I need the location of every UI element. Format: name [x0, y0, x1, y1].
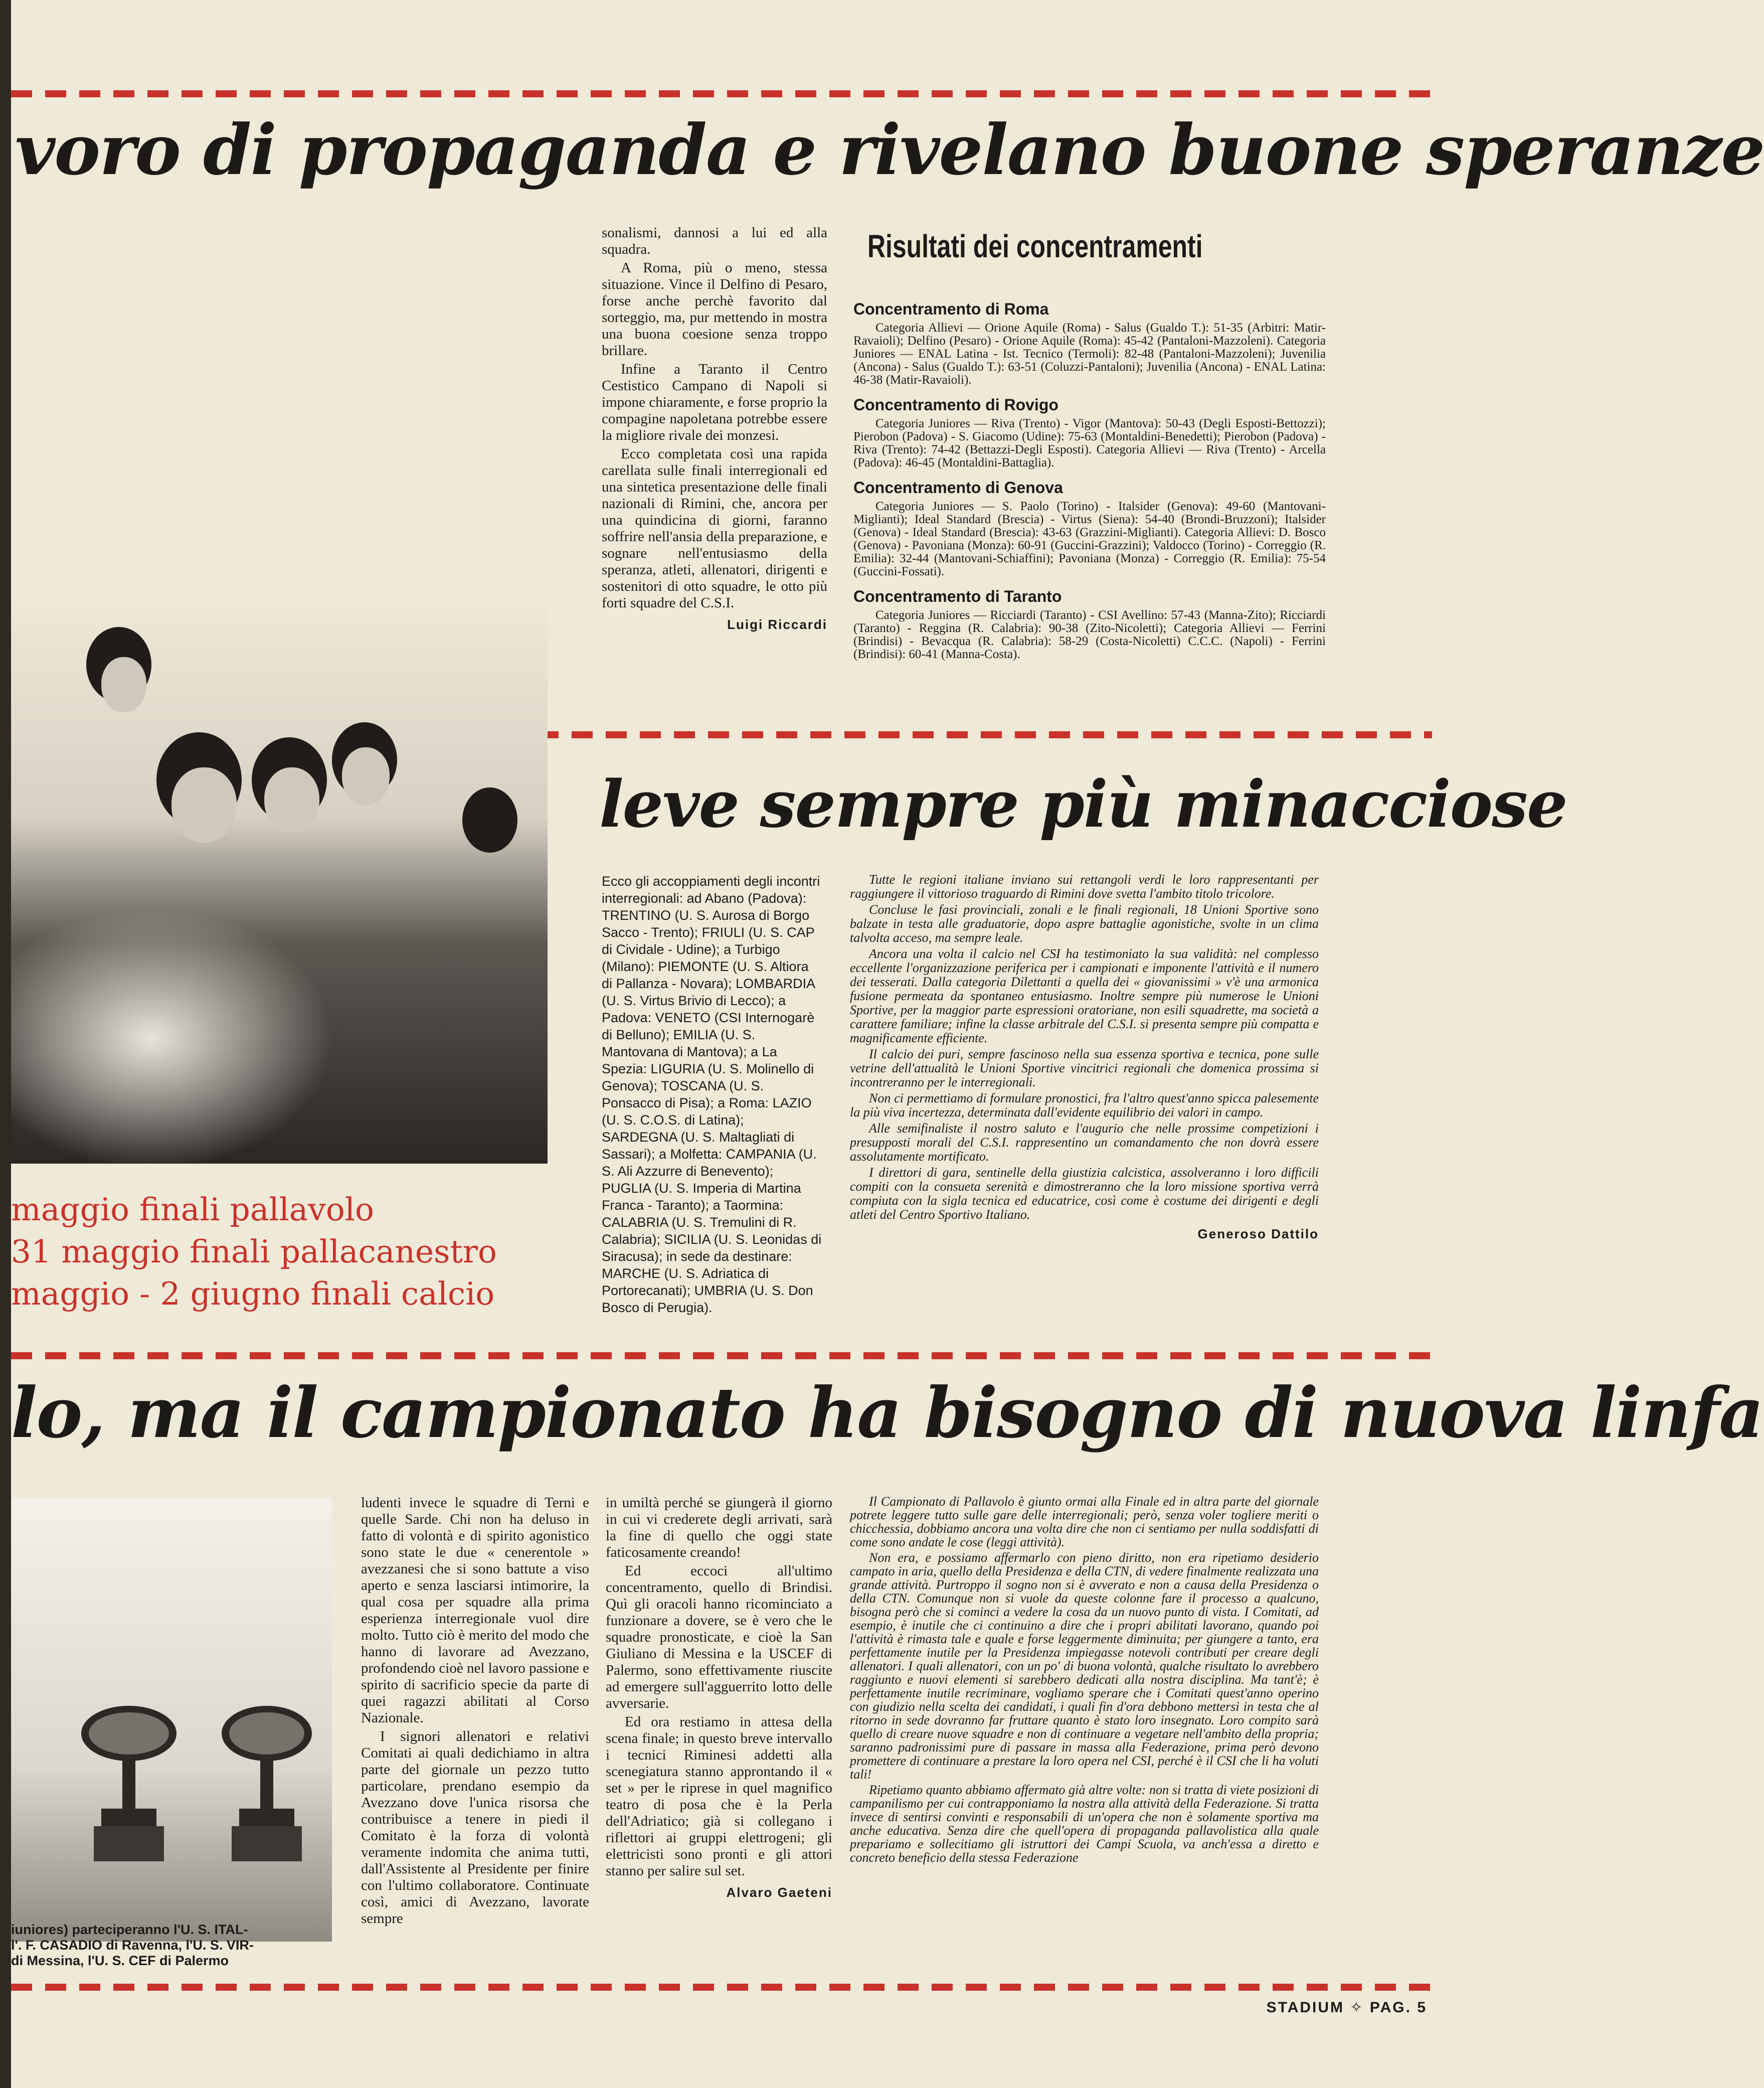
- red-dash-rule: [401, 731, 1432, 738]
- finals-date-volleyball: maggio finali pallavolo: [11, 1191, 374, 1228]
- results-section-text: Categoria Juniores — Ricciardi (Taranto) - CSI Avellino: 57-43 (Manna-Zito); Ricciardi (Taranto) - Reggina (R. Calabria): 90-38 (Zito-Nicoletti); Categoria Allievi — Ferrini (Brindisi) - Bevacqua (R. Calabria): 58-29 (Costa-Nicoletti) C.C.C. (Napoli) - Ferrini (Brindisi): 60-41 (Manna-Costa).: [853, 608, 1326, 661]
- trophy-cups-icon: [11, 1498, 332, 1921]
- caption-line: iuniores) parteciperanno l'U. S. ITAL-: [11, 1922, 248, 1937]
- team-crowd-photo: [11, 587, 548, 1164]
- red-dash-rule: [11, 1984, 1432, 1991]
- article-paragraph: Non era, e possiamo affermarlo con pieno diritto, non era ripetiamo desiderio campato in aria, quello della Presidenza e della CTN, di vedere finalmente realizzata una grande attività. Purtroppo il sogno non si è avverato e non a causa della Presidenza o della CTN. Comunque non si vuole da queste colonne fare il processo a qualcuno, bisogna però che si cominci a vedere la cosa da un nuovo punto di vista. I Comitati, ad esempio, è inutile che ci continuino a dire che i propri abilitati lavorano, quando poi l'attività è rimasta tale e quale e forse leggermente diminuita; per giungere a tanto, era perfettamente inutile per la Presidenza impiegasse notevoli contributi per creare degli allenatori. I quali allenatori, con un po' di buona volontà, qualche risultato lo avrebbero raggiunto e nuovi elementi si sarebbero dedicati alla nostra disciplina. Ma tant'è; è perfettamente inutile recriminare, vogliamo sperare che i Comitati quest'anno operino con giudizio nella scelta dei candidati, i quali fin d'ora debbono mettersi in testa che al ritorno in sede dovranno far fruttare quanto è stato loro insegnato. Loro compito sarà quello di creare nuove squadre e non di continuare a vegetare nell'ambito della propria; saranno padronissimi pure di passare in massa alla Federazione, prima però devono promettere di continuare a prestare la loro opera nel CSI, perché è il CSI che li ha voluti tali!: [850, 1550, 1319, 1782]
- article-paragraph: Ancora una volta il calcio nel CSI ha testimoniato la sua validità: nel complesso eccellente l'organizzazione periferica per i campionati e imponente l'attività e il numero dei tesserati. Dalla categoria Dilettanti a quella dei « giovanissimi » v'è una armonica fusione permeata da spontaneo entusiasmo. Inoltre sempre più numerose le Unioni Sportive, per la maggior parte espressioni oratoriane, non esili squadrette, ma società a carattere familiare; infine la classe arbitrale del C.S.I. si presenta sempre più compatta e magnificamente efficiente.: [850, 946, 1319, 1045]
- results-box: [853, 291, 1326, 661]
- trophies-photo: [11, 1498, 332, 1942]
- results-section-text: Categoria Juniores — S. Paolo (Torino) - Italsider (Genova): 49-60 (Mantovani-Miglianti); Ideal Standard (Brescia) - Virtus (Siena): 54-40 (Brondi-Bruzzoni); Italsider (Genova) - Ideal Standard (Brescia): 43-63 (Grazzini-Miglianti). Categoria Allievi: D. Bosco (Genova) - Pavoniana (Monza): 60-91 (Guccini-Grazzini); Valdocco (Torino) - Correggio (R. Emilia): 32-44 (Mantovani-Schiaffini); Pavoniana (Monza) - Correggio (R. Emilia): 75-54 (Guccini-Fossati).: [853, 500, 1326, 578]
- page-binding-edge: [0, 0, 11, 2088]
- article-paragraph: in umiltà perché se giungerà il giorno in cui vi crederete degli arrivati, sarà la fine di quello che oggi state faticosamente creando!: [606, 1495, 832, 1560]
- article-paragraph: A Roma, più o meno, stessa situazione. Vince il Delfino di Pesaro, forse anche perchè favorito dal sorteggio, ma, pur mettendo in mostra una buona coesione senza troppo brillare.: [602, 260, 827, 359]
- finals-dates-caption: [11, 1189, 497, 1315]
- results-section-taranto: [853, 587, 1326, 661]
- caption-line: di Messina, l'U. S. CEF di Palermo: [11, 1953, 229, 1968]
- results-section-genova: [853, 478, 1326, 578]
- headline-bottom: lo, ma il campionato ha bisogno di nuova linfa: [11, 1372, 1763, 1454]
- headline-top: voro di propaganda e rivelano buone speranze: [15, 109, 1764, 191]
- red-dash-rule: [11, 1352, 1432, 1359]
- article-paragraph: Ed ora restiamo in attesa della scena finale; in questo breve intervallo i tecnici Riminesi addetti alla scenegiatura stanno approntando il « set » per le riprese in quel magnifico teatro di posa che è la Perla dell'Adriatico; già si collegano i riflettori ai gruppi elettrogeni; gli elettricisti sono pronti e gli attori stanno per salire sul set.: [606, 1714, 832, 1879]
- results-section-rovigo: [853, 396, 1326, 469]
- results-section-text: Categoria Juniores — Riva (Trento) - Vigor (Mantova): 50-43 (Degli Esposti-Bettozzi); Pierobon (Padova) - S. Giacomo (Udine): 75-63 (Montaldini-Benedetti); Pierobon (Padova) - Riva (Trento): 74-42 (Bettazzi-Degli Esposti). Categoria Allievi — Riva (Trento) - Arcella (Padova): 46-45 (Montaldini-Battaglia).: [853, 417, 1326, 469]
- pairings-text: Ecco gli accoppiamenti degli incontri interregionali: ad Abano (Padova): TRENTINO (U. S. Aurosa di Borgo Sacco - Trento); FRIULI (U. S. CAP di Cividale - Udine); a Turbigo (Milano): PIEMONTE (U. S. Altiora di Pallanza - Novara); LOMBARDIA (U. S. Virtus Brivio di Lecco); a Padova: VENETO (CSI Internogarè di Belluno); EMILIA (U. S. Mantovana di Mantova); a La Spezia: LIGURIA (U. S. Molinello di Genova); TOSCANA (U. S. Ponsacco di Pisa); a Roma: LAZIO (U. S. C.O.S. di Latina); SARDEGNA (U. S. Maltagliati di Sassari); a Molfetta: CAMPANIA (U. S. Ali Azzurre di Benevento); PUGLIA (U. S. Imperia di Martina Franca - Taranto); a Taormina: CALABRIA (U. S. Tremulini di R. Calabria); SICILIA (U. S. Leonidas di Siracusa); in sede da destinare: MARCHE (U. S. Adriatica di Portorecanati); UMBRIA (U. S. Don Bosco di Perugia).: [602, 874, 822, 1315]
- article-paragraph: Infine a Taranto il Centro Cestistico Campano di Napoli si impone chiaramente, e forse proprio la compagine napoletana potrebbe essere la migliore rivale dei monzesi.: [602, 361, 827, 443]
- publication-name: STADIUM: [1266, 1999, 1345, 2016]
- article-paragraph: Ripetiamo quanto abbiamo affermato già altre volte: non si tratta di viete posizioni di campanilismo per cui contrapponiamo la nostra alla attività della Federazione. Si tratta invece di sentirsi convinti e responsabili di un'opera che non è solamente sportiva ma anche educativa. Senza dire che quell'opera di propaganda pallavolistica alla quale prepariamo e sollecitiamo gli istruttori dei Campi Scuola, va anch'essa a diretto e concreto beneficio della stessa Federazione: [850, 1783, 1319, 1865]
- results-section-text: Categoria Allievi — Orione Aquile (Roma) - Salus (Gualdo T.): 51-35 (Arbitri: Matir-Ravaioli); Delfino (Pesaro) - Orione Aquile (Roma): 45-42 (Pantaloni-Mazzoleni). Categoria Juniores — ENAL Latina - Ist. Tecnico (Termoli): 82-48 (Pantaloni-Mazzoleni); Juvenilia (Ancona) - Salus (Gualdo T.): 63-51 (Coluzzi-Pantaloni); Juvenilia (Ancona) - ENAL Latina: 46-38 (Matir-Ravaioli).: [853, 321, 1326, 387]
- article-volleyball-column-3: [850, 1495, 1319, 1866]
- article-volleyball-column-2: [606, 1495, 832, 1901]
- footer-separator-icon: ✧: [1350, 1999, 1364, 2016]
- article-paragraph: Non ci permettiamo di formulare pronostici, fra l'altro quest'anno spicca palesemente la più viva incertezza, determinata dall'evidente equilibrio dei valori in campo.: [850, 1091, 1319, 1119]
- results-section-heading: Concentramento di Roma: [853, 300, 1049, 318]
- pairings-column: [602, 873, 822, 1318]
- photo-figure: [264, 767, 319, 833]
- article-paragraph: Il calcio dei puri, sempre fascinoso nella sua essenza sportiva e tecnica, pone sulle vetrine dell'attualità le Unioni Sportive vincitrici regionali che domenica prossima si incontreranno per le interregionali.: [850, 1047, 1319, 1089]
- results-section-heading: Concentramento di Genova: [853, 478, 1063, 497]
- photo-figure: [171, 767, 237, 843]
- finals-date-basketball: 31 maggio finali pallacanestro: [11, 1233, 497, 1270]
- finals-date-football: maggio - 2 giugno finali calcio: [11, 1275, 495, 1312]
- author-byline: Luigi Riccardi: [727, 617, 827, 632]
- photo-figure: [462, 787, 517, 853]
- results-section-heading: Concentramento di Taranto: [853, 587, 1062, 605]
- page-number: PAG. 5: [1369, 1999, 1427, 2016]
- caption-line: l'. F. CASADIO di Ravenna, l'U. S. VIR-: [11, 1938, 254, 1953]
- article-paragraph: Tutte le regioni italiane inviano sui rettangoli verdi le loro rappresentanti per raggiungere il vittorioso traguardo di Rimini dove svetta l'ambito titolo tricolore.: [850, 872, 1319, 901]
- page-footer: [1267, 1999, 1427, 2016]
- article-paragraph: I direttori di gara, sentinelle della giustizia calcistica, assolveranno i loro difficili compiti con la consueta serenità e dimostreranno che la loro missione sportiva verrà compiuta con la sigla tecnica ed educatrice, così come è costume dei dirigenti e degli atleti del Centro Sportivo Italiano.: [850, 1165, 1319, 1222]
- results-title: Risultati dei concentramenti: [867, 228, 1203, 264]
- article-paragraph: ludenti invece le squadre di Terni e quelle Sarde. Chi non ha deluso in fatto di volontà e di spirito agonistico sono state le due « cenerentole » avezzanesi che si sono battute a viso aperto e senza lasciarsi intimorire, la qual cosa per squadre alla prima esperienza interregionale vuol dire molto. Tutto ciò è merito del modo che hanno di lavorare ad Avezzano, profondendo cioè nel lavoro passione e spirito di sacrificio specie da parte di quei ragazzi abilitati al Corso Nazionale.: [361, 1495, 589, 1726]
- article-basketball-column: [602, 225, 827, 633]
- headline-middle: leve sempre più minacciose: [599, 767, 1567, 842]
- author-byline: Generoso Dattilo: [1197, 1226, 1319, 1241]
- article-paragraph: Ed eccoci all'ultimo concentramento, quello di Brindisi. Quì gli oracoli hanno ricominciato a funzionare a dovere, se è vero che le squadre pronosticate, e cioè la San Giuliano di Messina e la USCEF di Palermo, sono effettivamente riuscite ad emergere sull'agguerrito lotto delle avversarie.: [606, 1563, 832, 1711]
- article-calcio-column: [850, 873, 1319, 1241]
- results-section-roma: [853, 300, 1326, 387]
- author-byline: Alvaro Gaeteni: [726, 1885, 832, 1900]
- article-paragraph: Concluse le fasi provinciali, zonali e le finali regionali, 18 Unioni Sportive sono balzate in testa alle graduatorie, dopo aspre battaglie agonistiche, svolte in un clima talvolta acceso, ma sempre leale.: [850, 902, 1319, 945]
- article-volleyball-column-1: [361, 1495, 589, 1929]
- article-paragraph: I signori allenatori e relativi Comitati ai quali dedichiamo in altra parte del giornale un pezzo tutto particolare, prendano esempio da Avezzano dove l'unica risorsa che contribuisce a tenere in piedi il Comitato è la forza di volontà veramente indomita che anima tutti, dall'Assistente al Presidente per finire con l'ultimo collaboratore. Continuate così, amici di Avezzano, lavorate sempre: [361, 1728, 589, 1926]
- photo-figure: [101, 657, 146, 712]
- red-dash-rule: [11, 90, 1432, 97]
- results-section-heading: Concentramento di Rovigo: [853, 396, 1059, 414]
- article-paragraph: Ecco completata così una rapida carellata sulle finali interregionali ed una sintetica presentazione delle finali nazionali di Rimini, che, ancora per una quindicina di giorni, faranno soffrire nell'ansia della preparazione, e sognare nell'entusiasmo della speranza, atleti, allenatori, dirigenti e sostenitori di otto squadre, le otto più forti squadre del C.S.I.: [602, 446, 827, 611]
- article-paragraph: sonalismi, dannosi a lui ed alla squadra.: [602, 225, 827, 257]
- article-paragraph: Il Campionato di Pallavolo è giunto ormai alla Finale ed in altra parte del giornale potrete leggere tutto sulle gare delle interregionali; però, senza voler togliere meriti o chicchessia, dobbiamo ancora una volta dire che non ci sentiamo per nulla soddisfatti di come sono andate le cose (leggi attività).: [850, 1494, 1319, 1549]
- article-paragraph: Alle semifinaliste il nostro saluto e l'augurio che nelle prossime competizioni i presupposti morali del C.S.I. rappresentino un comandamento che non dovrà essere assolutamente mortificato.: [850, 1121, 1319, 1164]
- trophies-caption: [11, 1922, 332, 1969]
- photo-figure: [342, 747, 390, 805]
